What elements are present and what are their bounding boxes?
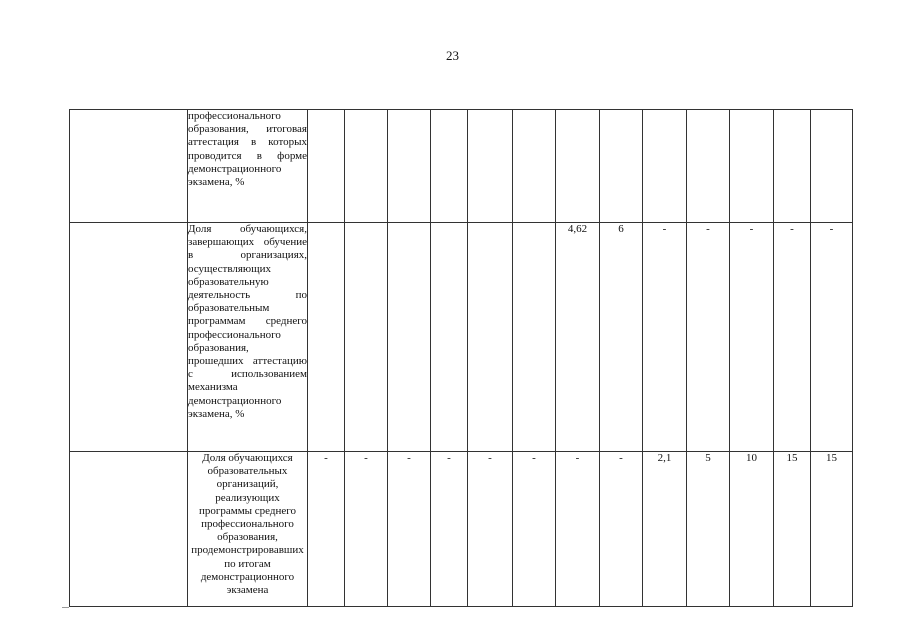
value-cell bbox=[600, 110, 643, 223]
value-cell: - bbox=[431, 452, 468, 607]
value-cell bbox=[811, 110, 853, 223]
value-cell: - bbox=[774, 223, 811, 452]
value-cell bbox=[468, 110, 513, 223]
value-cell bbox=[513, 223, 556, 452]
table-row bbox=[70, 110, 853, 223]
value-cell: - bbox=[388, 452, 431, 607]
value-cell: 6 bbox=[600, 223, 643, 452]
table-row bbox=[70, 452, 853, 607]
value-cell: 15 bbox=[811, 452, 853, 607]
page-number: 23 bbox=[446, 48, 459, 63]
blank-cell bbox=[70, 452, 188, 607]
indicator-cell: Доля обучающихся, завершающих обучение в организациях, осуществляющих образовательную деятельность по образовательным программам среднего профессионального образования, прошедших аттестацию с использованием механизма демонстрационного экзамена, % bbox=[188, 223, 308, 452]
value-cell: 15 bbox=[774, 452, 811, 607]
value-cell: - bbox=[600, 452, 643, 607]
value-cell: - bbox=[308, 452, 345, 607]
value-cell: 10 bbox=[730, 452, 774, 607]
value-cell: - bbox=[730, 223, 774, 452]
value-cell bbox=[308, 110, 345, 223]
blank-cell bbox=[70, 110, 188, 223]
value-cell bbox=[431, 110, 468, 223]
value-cell: - bbox=[345, 452, 388, 607]
value-cell: - bbox=[513, 452, 556, 607]
value-cell: 2,1 bbox=[643, 452, 687, 607]
value-cell: 5 bbox=[687, 452, 730, 607]
value-cell bbox=[774, 110, 811, 223]
value-cell bbox=[431, 223, 468, 452]
value-cell bbox=[388, 110, 431, 223]
indicator-cell: профессионального образования, итоговая аттестация в которых проводится в форме демонстрационного экзамена, % bbox=[188, 110, 308, 223]
indicators-table bbox=[69, 109, 853, 607]
value-cell: - bbox=[556, 452, 600, 607]
value-cell bbox=[513, 110, 556, 223]
value-cell bbox=[730, 110, 774, 223]
scan-mark bbox=[62, 607, 69, 608]
value-cell bbox=[643, 110, 687, 223]
value-cell: - bbox=[643, 223, 687, 452]
value-cell: 4,62 bbox=[556, 223, 600, 452]
table-row bbox=[70, 223, 853, 452]
value-cell bbox=[345, 110, 388, 223]
value-cell: - bbox=[687, 223, 730, 452]
blank-cell bbox=[70, 223, 188, 452]
value-cell bbox=[388, 223, 431, 452]
indicator-cell: Доля обучающихся образовательных организаций, реализующих программы среднего профессионального образования, продемонстрировавших по итогам демонстрационного экзамена bbox=[188, 452, 308, 607]
value-cell bbox=[687, 110, 730, 223]
value-cell bbox=[468, 223, 513, 452]
value-cell: - bbox=[468, 452, 513, 607]
value-cell bbox=[308, 223, 345, 452]
value-cell bbox=[556, 110, 600, 223]
value-cell: - bbox=[811, 223, 853, 452]
value-cell bbox=[345, 223, 388, 452]
